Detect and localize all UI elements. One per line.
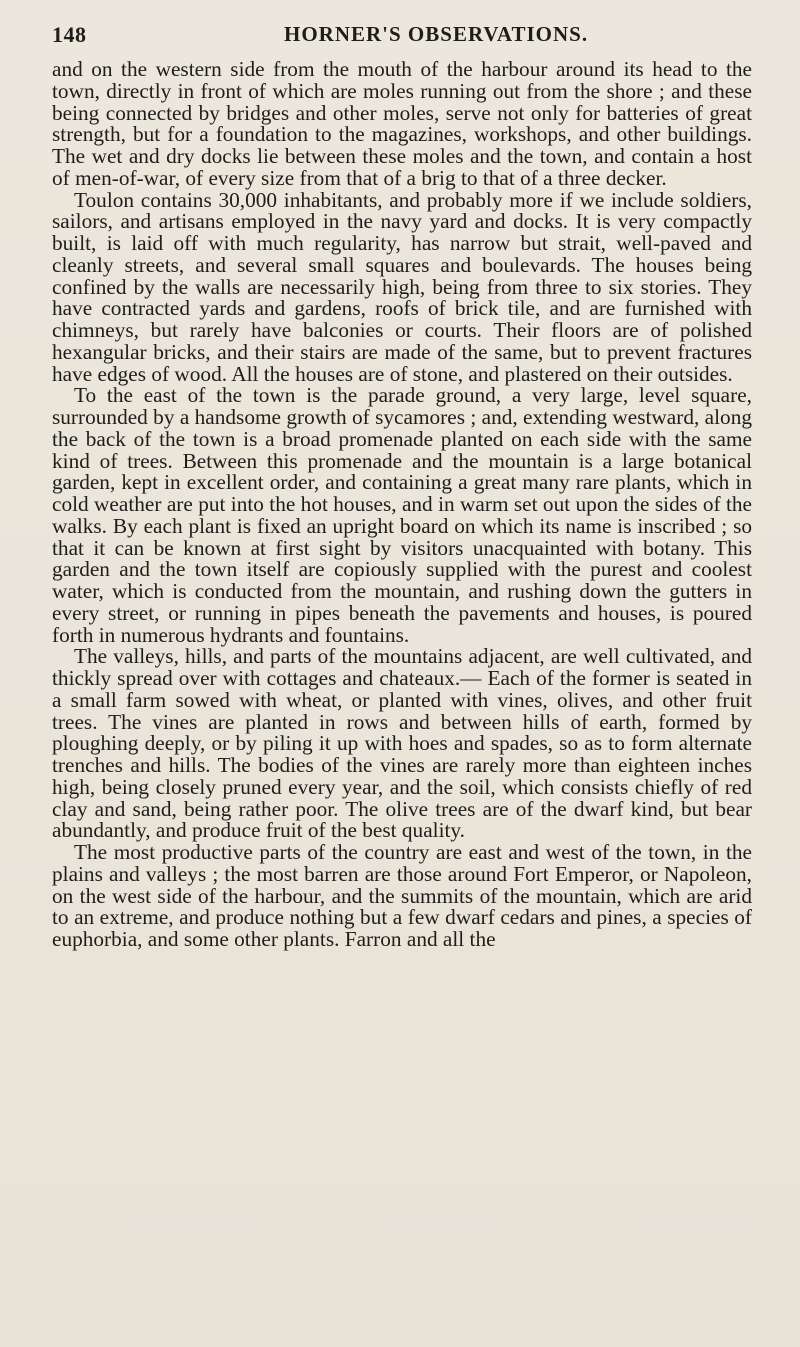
running-head: HORNER'S OBSERVATIONS. (284, 22, 589, 46)
body-text (52, 59, 752, 951)
page-header (52, 22, 752, 54)
paragraph-3: To the east of the town is the parade ground, a very large, level square, surrounded by a handsome growth of sycamores ; and, extending westward, along the back of the town is a broad promenade planted on each side with the same kind of trees. Between this promenade and the mountain is a large botanical garden, kept in excellent order, and containing a great many rare plants, which in cold weather are put into the hot houses, and in warm set out upon the sides of the walks. By each plant is fixed an upright board on which its name is inscribed ; so that it can be known at first sight by visitors unacquainted with botany. This garden and the town itself are copiously supplied with the purest and coolest water, which is conducted from the mountain, and rushing down the gutters in every street, or running in pipes beneath the pavements and houses, is poured forth in numerous hydrants and fountains. (52, 383, 752, 647)
paragraph-4: The valleys, hills, and parts of the mountains adjacent, are well cultivated, and thickly spread over with cottages and chateaux.— Each of the former is seated in a small farm sowed with wheat, or planted with vines, olives, and other fruit trees. The vines are planted in rows and between hills of earth, formed by ploughing deeply, or by piling it up with hoes and spades, so as to form alternate trenches and hills. The bodies of the vines are rarely more than eighteen inches high, being closely pruned every year, and the soil, which consists chiefly of red clay and sand, being rather poor. The olive trees are of the dwarf kind, but bear abundantly, and produce fruit of the best quality. (52, 644, 752, 843)
page-number: 148 (52, 22, 87, 47)
paragraph-1: and on the western side from the mouth of the harbour around its head to the town, directly in front of which are moles running out from the shore ; and these being connected by bridges and other moles, serve not only for batteries of great strength, but for a foundation to the magazines, workshops, and other buildings. The wet and dry docks lie between these moles and the town, and contain a host of men-of-war, of every size from that of a brig to that of a three decker. (52, 57, 752, 190)
paragraph-5: The most productive parts of the country are east and west of the town, in the plains and valleys ; the most barren are those around Fort Emperor, or Napoleon, on the west side of the harbour, and the summits of the mountain, which are arid to an extreme, and produce nothing but a few dwarf cedars and pines, a species of euphorbia, and some other plants. Farron and all the (52, 840, 752, 951)
paragraph-2: Toulon contains 30,000 inhabitants, and probably more if we include soldiers, sailors, and artisans employed in the navy yard and docks. It is very compactly built, is laid off with much regularity, has narrow but strait, well-paved and cleanly streets, and several small squares and boulevards. The houses being confined by the walls are necessarily high, being from three to six stories. They have contracted yards and gardens, roofs of brick tile, and are furnished with chimneys, but rarely have balconies or courts. Their floors are of polished hexangular bricks, and their stairs are made of the same, but to prevent fractures have edges of wood. All the houses are of stone, and plastered on their outsides. (52, 187, 752, 386)
